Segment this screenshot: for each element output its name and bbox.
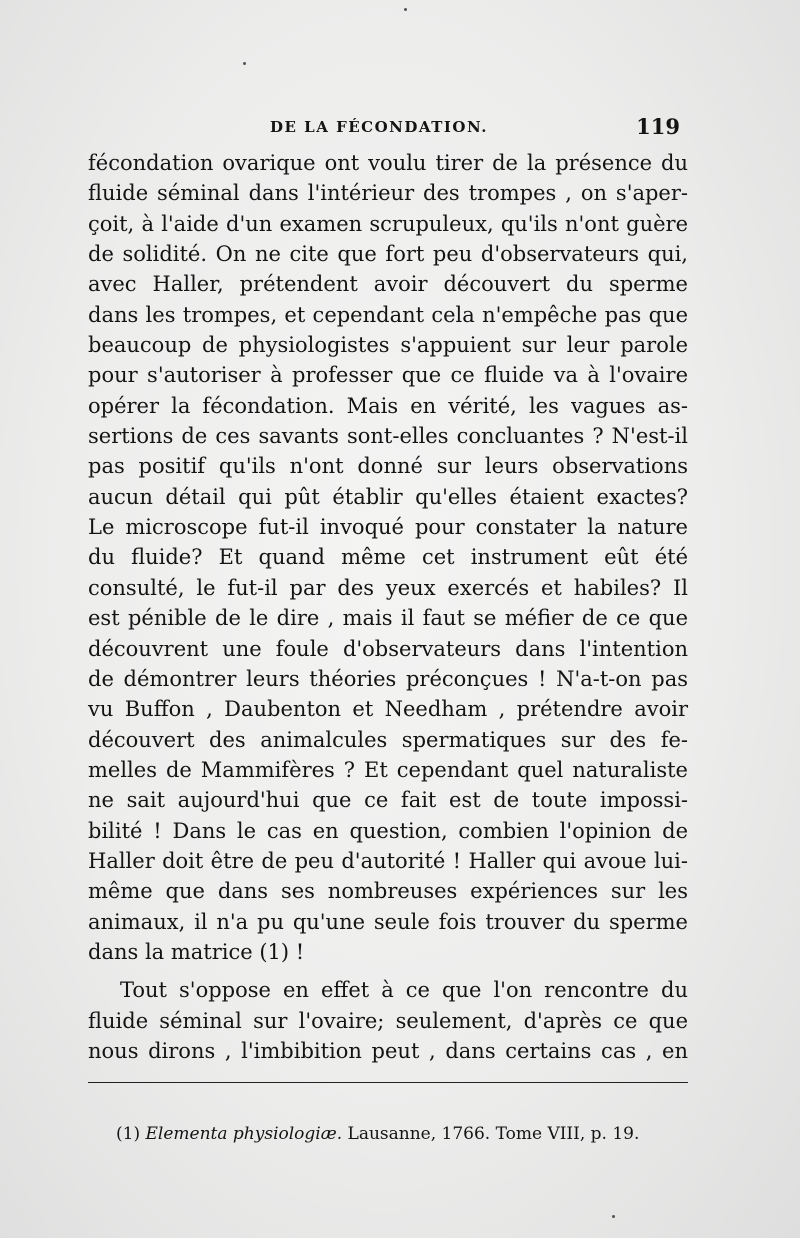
text-line: fécondation ovarique ont voulu tirer de la présence du <box>88 151 688 175</box>
text-line: melles de Mammifères ? Et cependant quel naturaliste <box>88 757 688 782</box>
text-line: nous dirons , l'imbibition peut , dans certains cas , en <box>88 1038 688 1063</box>
text-line: fluide séminal sur l'ovaire; seulement, d'après ce que <box>88 1008 688 1033</box>
text-line: Le microscope fut-il invoqué pour constater la nature <box>88 515 688 540</box>
text-line: vu Buffon , Daubenton et Needham , prétendre avoir <box>88 697 688 722</box>
text-line: Haller doit être de peu d'autorité ! Haller qui avoue lui- <box>88 848 688 873</box>
page-header <box>88 114 680 144</box>
text-line: bilité ! Dans le cas en question, combien l'opinion de <box>88 818 688 843</box>
text-line: çoit, à l'aide d'un examen scrupuleux, qu'ils n'ont guère <box>88 211 688 236</box>
text-line: fluide séminal dans l'intérieur des trompes , on s'aper- <box>88 181 688 206</box>
footnote-rule <box>88 1082 688 1083</box>
text-line: animaux, il n'a pu qu'une seule fois trouver du sperme <box>88 909 688 934</box>
text-line: dans la matrice (1) ! <box>88 939 305 964</box>
paragraph-1 <box>88 148 688 967</box>
text-line: sertions de ces savants sont-elles concluantes ? N'est-il <box>88 424 688 449</box>
footnote-title: Elementa physiologiæ. <box>145 1124 343 1144</box>
text-line: pas positif qu'ils n'ont donné sur leurs observations <box>88 454 688 479</box>
paper-speck <box>243 62 246 65</box>
text-line: pour s'autoriser à professer que ce fluide va à l'ovaire <box>88 363 688 388</box>
text-line: de démontrer leurs théories préconçues ! N'a-t-on pas <box>88 666 688 691</box>
text-line: dans les trompes, et cependant cela n'empêche pas que <box>88 302 688 327</box>
text-line: aucun détail qui pût établir qu'elles étaient exactes? <box>88 484 688 509</box>
text-line: ne sait aujourd'hui que ce fait est de toute impossi- <box>88 788 688 813</box>
running-head: DE LA FÉCONDATION. <box>270 118 488 136</box>
text-line: avec Haller, prétendent avoir découvert du sperme <box>88 272 688 297</box>
text-line: du fluide? Et quand même cet instrument eût été <box>88 545 688 570</box>
text-line: découvert des animalcules spermatiques sur des fe- <box>88 727 688 752</box>
paragraph-2 <box>88 975 688 1066</box>
footnote <box>116 1124 639 1144</box>
text-line: de solidité. On ne cite que fort peu d'observateurs qui, <box>88 242 688 267</box>
footnote-marker: (1) <box>116 1124 141 1144</box>
text-line: même que dans ses nombreuses expériences sur les <box>88 879 688 904</box>
page-number: 119 <box>636 114 680 139</box>
text-line: Tout s'oppose en effet à ce que l'on rencontre du <box>120 978 688 1003</box>
text-line: beaucoup de physiologistes s'appuient sur leur parole <box>88 333 688 358</box>
paper-speck <box>404 8 407 11</box>
text-line: consulté, le fut-il par des yeux exercés et habiles? Il <box>88 575 688 600</box>
paragraph-gap <box>88 967 688 975</box>
paper-speck <box>612 1215 615 1218</box>
text-line: est pénible de le dire , mais il faut se méfier de ce que <box>88 606 688 631</box>
text-line: découvrent une foule d'observateurs dans l'intention <box>88 636 688 661</box>
footnote-reference: Lausanne, 1766. Tome VIII, p. 19. <box>347 1124 640 1144</box>
body-text <box>88 148 688 1066</box>
text-line: opérer la fécondation. Mais en vérité, les vagues as- <box>88 393 688 418</box>
